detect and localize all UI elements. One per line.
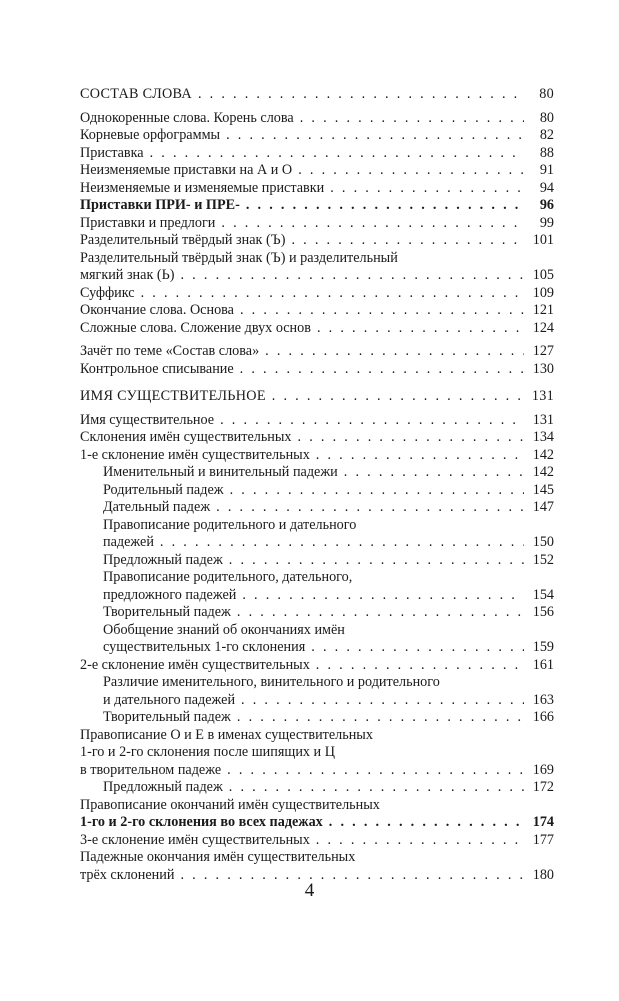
toc-entry-first-line: Обобщение знаний об окончаниях имён [103, 621, 345, 638]
table-of-contents [80, 86, 554, 884]
toc-entry-page: 154 [532, 586, 554, 603]
toc-entry-page: 152 [532, 551, 554, 568]
toc-entry-page: 174 [532, 814, 554, 830]
toc-entry-label: Склонения имён существительных [80, 429, 292, 445]
toc-entry [80, 302, 554, 320]
toc-entry-page: 80 [539, 86, 554, 102]
dot-leader [160, 534, 524, 552]
toc-entry [80, 447, 554, 465]
toc-subentry [80, 622, 554, 657]
toc-entry-label: Приставка [80, 144, 144, 161]
toc-entry-first-line: Правописание О и Е в именах существительных [80, 726, 373, 743]
dot-leader [298, 162, 524, 180]
toc-entry-page: 163 [532, 691, 554, 708]
toc-subentry [80, 674, 554, 709]
toc-entry-highlighted [80, 197, 554, 215]
toc-entry-label: Неизменяемые и изменяемые приставки [80, 179, 325, 196]
dot-leader [150, 145, 524, 163]
toc-entry [80, 145, 554, 163]
toc-entry-label: существительных 1-го склонения [103, 639, 306, 655]
toc-entry-label: падежей [103, 534, 154, 550]
toc-entry [80, 250, 554, 285]
toc-entry-label: 1-го и 2-го склонения во всех падежах [80, 814, 323, 830]
toc-subentry [80, 482, 554, 500]
toc-entry-page: 180 [532, 866, 554, 883]
toc-entry-label: предложного падежей [103, 586, 237, 603]
toc-entry-label: 3-е склонение имён существительных [80, 831, 310, 848]
dot-leader [242, 587, 524, 605]
toc-entry [80, 727, 554, 780]
toc-entry-page: 88 [539, 144, 554, 161]
dot-leader [237, 709, 524, 727]
toc-subentry [80, 709, 554, 727]
toc-entry-first-line: Правописание родительного, дательного, [103, 569, 353, 585]
toc-entry-second-line: 1-го и 2-го склонения после шипящих и Ц [80, 744, 335, 760]
toc-entry-label: Дательный падеж [103, 499, 211, 515]
toc-entry-page: 131 [532, 411, 554, 428]
page-number: 4 [304, 880, 315, 901]
dot-leader [198, 86, 524, 104]
toc-entry [80, 832, 554, 850]
toc-entry [80, 285, 554, 303]
toc-entry-page: 147 [532, 499, 554, 515]
toc-entry-label: Однокоренные слова. Корень слова [80, 109, 294, 126]
toc-entry-page: 82 [539, 127, 554, 143]
toc-entry [80, 162, 554, 180]
toc-entry-page: 99 [539, 214, 554, 231]
dot-leader [237, 604, 524, 622]
toc-entry-page: 172 [532, 779, 554, 795]
toc-entry-first-line: Правописание родительного и дательного [103, 516, 357, 533]
toc-entry-page: 80 [539, 109, 554, 126]
toc-entry [80, 849, 554, 884]
dot-leader [246, 197, 524, 215]
toc-entry-label: Творительный падеж [103, 604, 231, 620]
dot-leader [241, 692, 524, 710]
toc-entry-label: Творительный падеж [103, 709, 231, 725]
toc-entry-label: Разделительный твёрдый знак (Ъ) [80, 232, 286, 248]
toc-entry [80, 429, 554, 447]
toc-entry-page: 94 [539, 179, 554, 196]
toc-subentry [80, 569, 554, 604]
toc-entry [80, 412, 554, 430]
toc-entry [80, 343, 554, 361]
toc-entry-page: 105 [532, 267, 554, 283]
toc-entry [80, 232, 554, 250]
toc-entry [80, 320, 554, 338]
toc-entry-label: Контрольное списывание [80, 360, 234, 377]
toc-subentry [80, 552, 554, 570]
toc-entry-label: Корневые орфограммы [80, 127, 221, 143]
toc-entry [80, 180, 554, 198]
dot-leader [316, 657, 524, 675]
dot-leader [226, 127, 524, 145]
toc-entry-page: 142 [532, 446, 554, 463]
dot-leader [229, 552, 524, 570]
toc-entry-page: 124 [532, 319, 554, 336]
toc-subentry [80, 464, 554, 482]
toc-entry-page: 159 [532, 639, 554, 655]
toc-entry-page: 130 [532, 360, 554, 377]
toc-entry-label: 1-е склонение имён существительных [80, 446, 310, 463]
toc-entry-label: СОСТАВ СЛОВА [80, 86, 192, 102]
toc-entry-label: Сложные слова. Сложение двух основ [80, 319, 311, 336]
toc-entry [80, 215, 554, 233]
toc-entry-label: Неизменяемые приставки на А и О [80, 162, 293, 178]
toc-entry-first-line: Разделительный твёрдый знак (Ъ) и разделительный [80, 249, 398, 266]
toc-entry-label: трёх склонений [80, 866, 175, 883]
dot-leader [311, 639, 524, 657]
toc-entry-label: ИМЯ СУЩЕСТВИТЕЛЬНОЕ [80, 388, 266, 404]
dot-leader [216, 499, 524, 517]
toc-entry-label: Окончание слова. Основа [80, 302, 234, 318]
toc-entry-page: 166 [532, 709, 554, 725]
dot-leader [272, 388, 524, 406]
toc-entry-label: Зачёт по теме «Состав слова» [80, 343, 260, 359]
toc-entry-label: Именительный и винительный падежи [103, 464, 338, 480]
dot-leader [240, 361, 524, 379]
toc-subentry [80, 779, 554, 797]
toc-entry-page: 150 [532, 534, 554, 550]
dot-leader [298, 429, 524, 447]
dot-leader [265, 343, 524, 361]
toc-entry [80, 110, 554, 128]
toc-entry-label: мягкий знак (Ь) [80, 267, 175, 283]
dot-leader [229, 779, 524, 797]
toc-entry-label: Предложный падеж [103, 551, 223, 568]
toc-entry-label: 2-е склонение имён существительных [80, 656, 310, 673]
toc-entry-first-line: Различие именительного, винительного и родительного [103, 674, 440, 690]
toc-entry-first-line: Падежные окончания имён существительных [80, 849, 356, 865]
toc-entry-page: 145 [532, 481, 554, 498]
dot-leader [141, 285, 524, 303]
toc-section-header [80, 86, 554, 104]
dot-leader [316, 832, 524, 850]
toc-entry-page: 109 [532, 284, 554, 301]
toc-entry-label: Приставки ПРИ- и ПРЕ- [80, 197, 240, 213]
dot-leader [240, 302, 524, 320]
toc-entry-label: Родительный падеж [103, 481, 224, 498]
toc-entry-label: в творительном падеже [80, 761, 222, 778]
toc-entry-page: 142 [532, 464, 554, 480]
toc-entry-page: 127 [532, 343, 554, 359]
dot-leader [220, 412, 524, 430]
dot-leader [180, 267, 524, 285]
toc-entry-page: 91 [539, 162, 554, 178]
toc-entry-label: Суффикс [80, 284, 135, 301]
toc-entry [80, 797, 554, 832]
toc-entry-page: 134 [532, 429, 554, 445]
dot-leader [227, 762, 524, 780]
toc-entry-page: 101 [532, 232, 554, 248]
toc-entry-label: Предложный падеж [103, 779, 223, 795]
toc-entry [80, 361, 554, 379]
toc-subentry [80, 517, 554, 552]
dot-leader [330, 180, 524, 198]
dot-leader [221, 215, 524, 233]
toc-entry [80, 127, 554, 145]
toc-entry-label: и дательного падежей [103, 691, 236, 708]
toc-entry-page: 96 [539, 197, 554, 213]
toc-entry-label: Приставки и предлоги [80, 214, 216, 231]
dot-leader [344, 464, 524, 482]
toc-entry-page: 161 [532, 656, 554, 673]
dot-leader [300, 110, 524, 128]
dot-leader [230, 482, 524, 500]
toc-entry-label: Имя существительное [80, 411, 215, 428]
toc-subentry [80, 604, 554, 622]
dot-leader [316, 447, 524, 465]
toc-entry [80, 657, 554, 675]
dot-leader [329, 814, 524, 832]
toc-entry-first-line: Правописание окончаний имён существительных [80, 796, 380, 813]
toc-subentry [80, 499, 554, 517]
toc-entry-page: 156 [532, 604, 554, 620]
toc-entry-page: 169 [532, 761, 554, 778]
dot-leader [317, 320, 524, 338]
toc-entry-page: 131 [531, 388, 554, 404]
toc-section-header [80, 388, 554, 406]
toc-entry-page: 177 [532, 831, 554, 848]
toc-entry-page: 121 [532, 302, 554, 318]
dot-leader [291, 232, 524, 250]
